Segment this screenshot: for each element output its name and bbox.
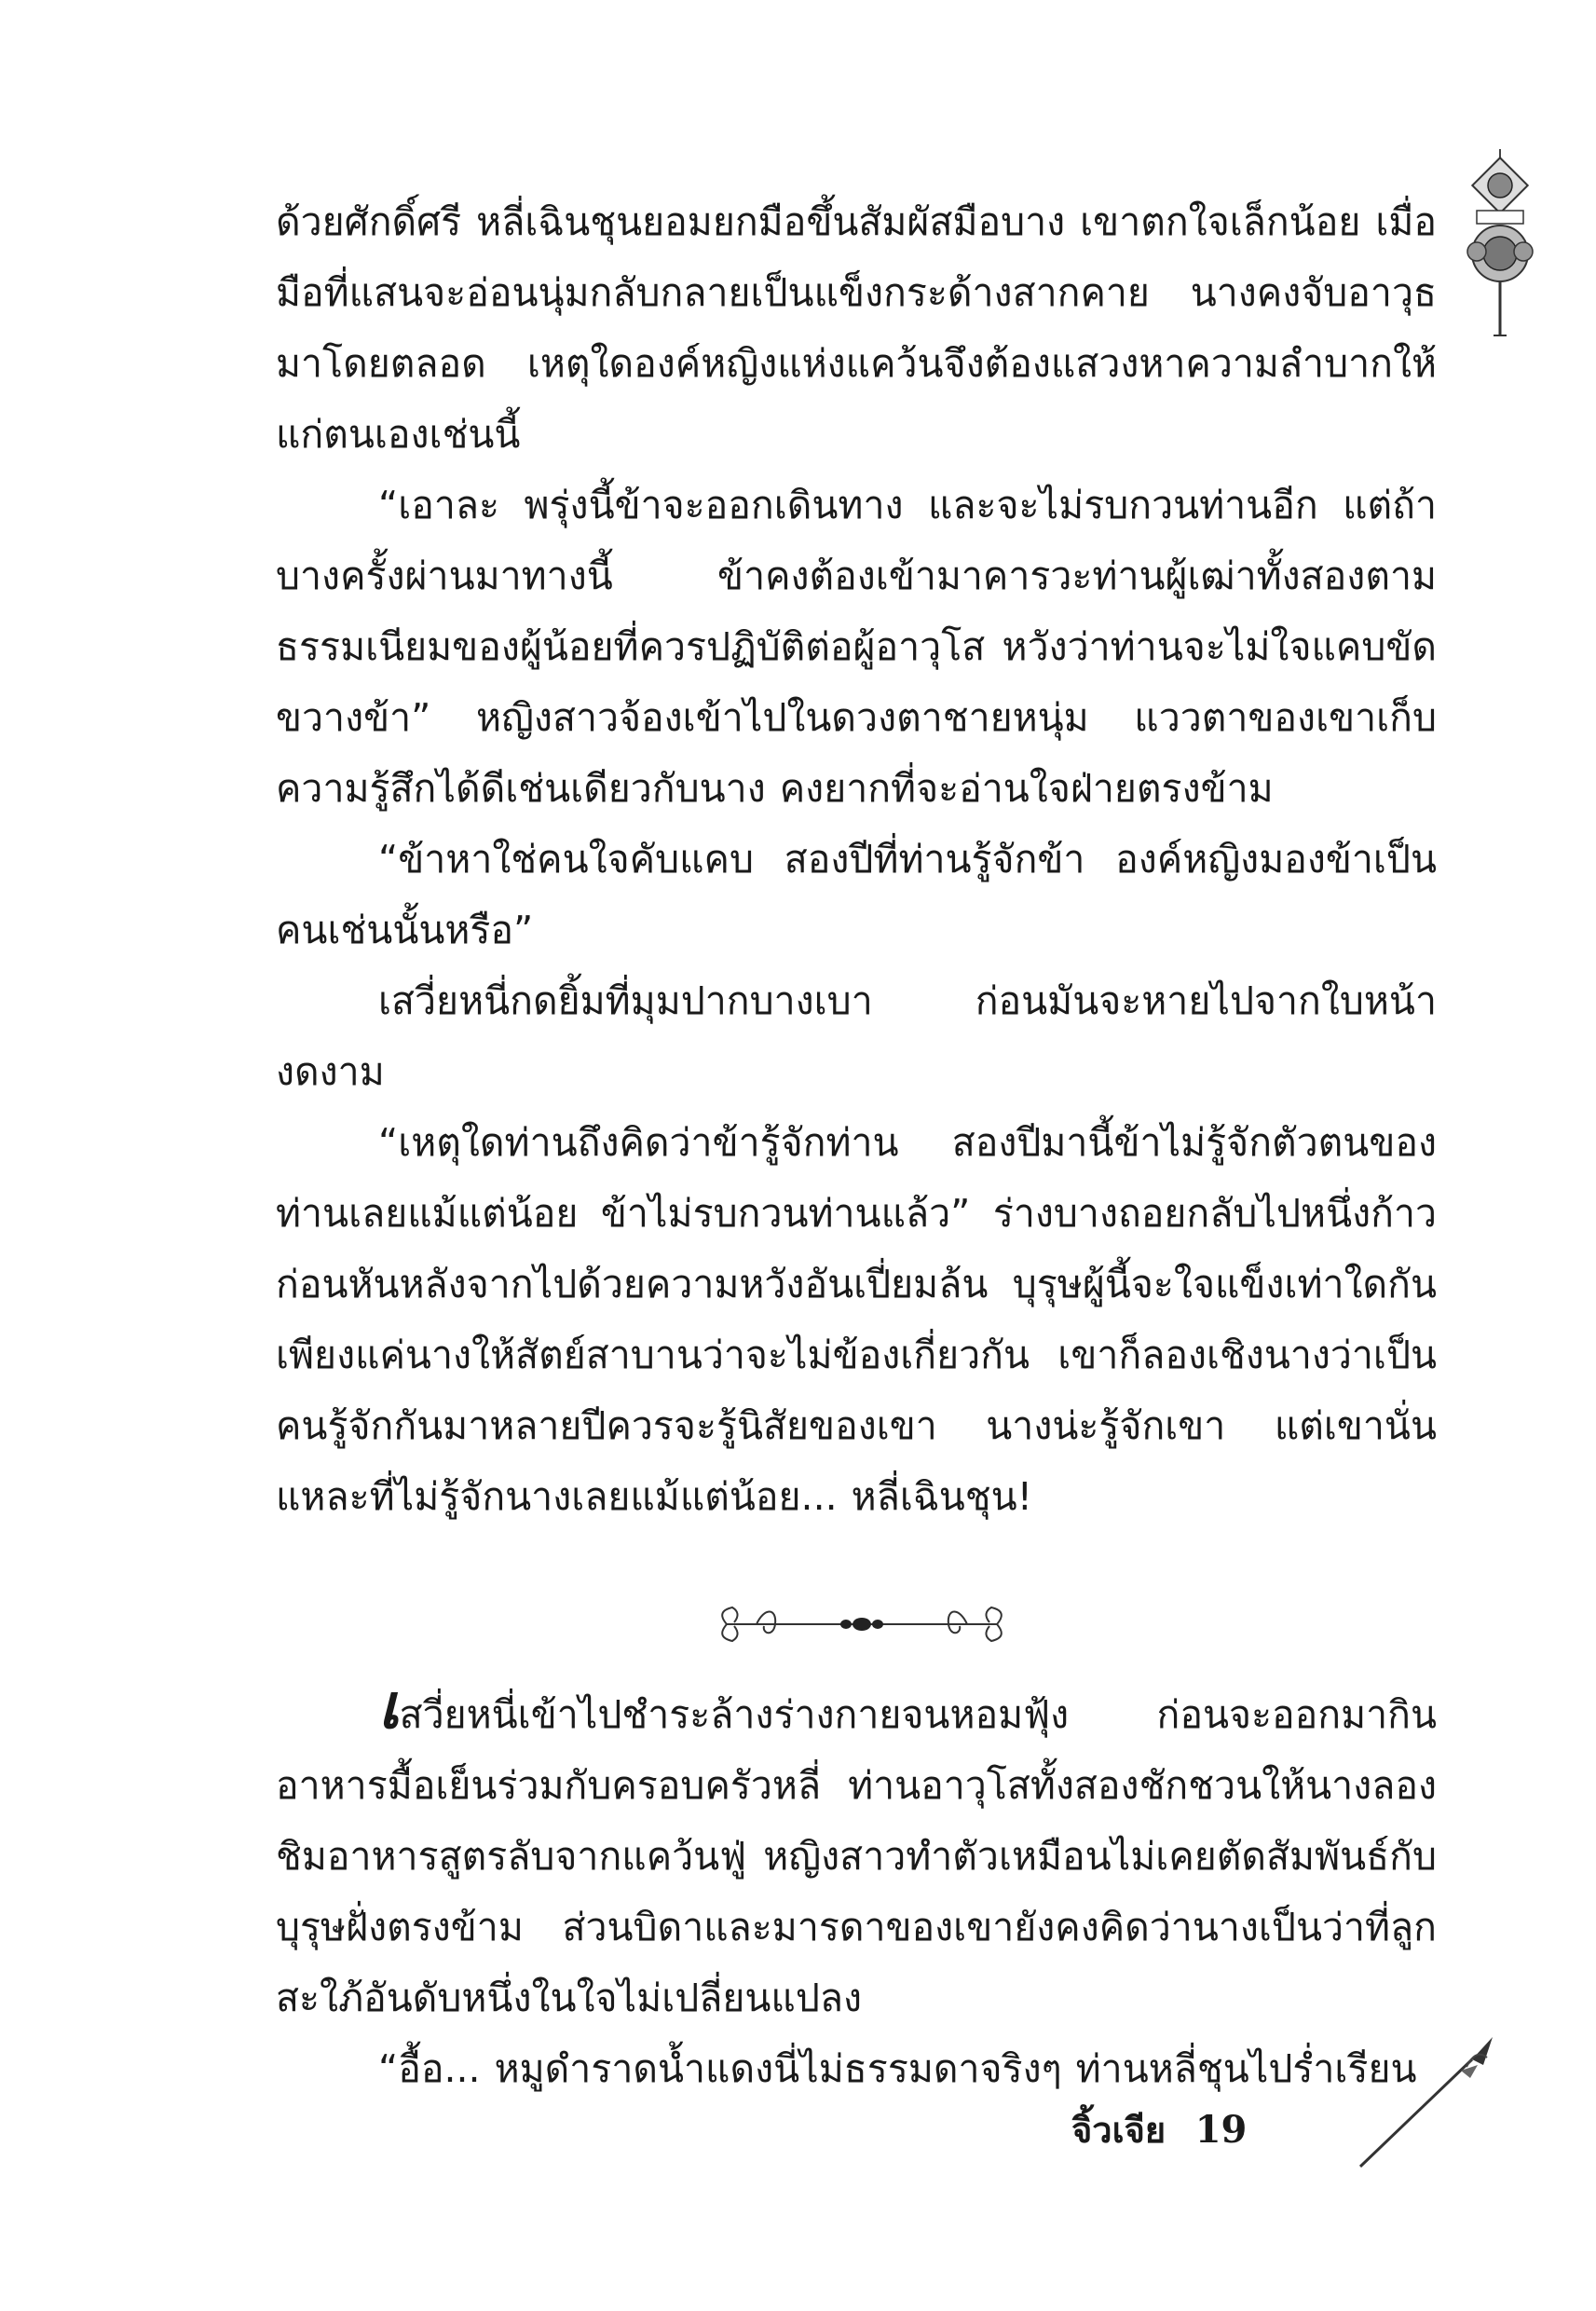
paragraph-last: “อื้อ... หมูดำราดน้ำแดงนี่ไม่ธรรมดาจริงๆ ท่านหลี่ชุนไปร่ำเรียน [378,2046,1417,2091]
scroll-divider-icon [708,1601,1016,1648]
body-text-bottom [276,1670,1437,2104]
page-number: 19 [1194,2108,1248,2152]
book-title: จิ้วเจีย [1071,2109,1166,2151]
paragraph-5: “เหตุใดท่านถึงคิดว่าข้ารู้จักท่าน สองปีมานี้ข้าไม่รู้จักตัวตนของท่านเลยแม้แต่น้อย ข้าไม่รบกวนท่านแล้ว” ร่างบางถอยกลับไปหนึ่งก้าวก่อนหันหลังจากไปด้วยความหวังอันเปี่ยมล้น บุรุษผู้นี้จะใจแข็งเท่าใดกันเพียงแค่นางให้สัตย์สาบานว่าจะไม่ข้องเกี่ยวกัน เขาก็ลองเชิงนางว่าเป็นคนรู้จักกันมาหลายปีควรจะรู้นิสัยของเขา นางน่ะรู้จักเขา แต่เขานั่นแหละที่ไม่รู้จักนางเลยแม้แต่น้อย... หลี่เฉินชุน! [276,1120,1437,1519]
dropcap-paragraph [276,1670,1437,2033]
spear-icon [1351,2031,1500,2171]
page-footer [1071,2101,1247,2167]
body-text-top [276,186,1437,1532]
paragraph-4: เสวี่ยหนี่กดยิ้มที่มุมปากบางเบา ก่อนมันจะหายไปจากใบหน้างดงาม [276,978,1437,1094]
paragraph-2: “เอาละ พรุ่งนี้ข้าจะออกเดินทาง และจะไม่รบกวนท่านอีก แต่ถ้าบางครั้งผ่านมาทางนี้ ข้าคงต้องเข้ามาคารวะท่านผู้เฒ่าทั้งสองตามธรรมเนียมของผู้น้อยที่ควรปฏิบัติต่อผู้อาวุโส หวังว่าท่านจะไม่ใจแคบขัดขวางข้า” หญิงสาวจ้องเข้าไปในดวงตาชายหนุ่ม แววตาของเขาเก็บความรู้สึกได้ดีเช่นเดียวกับนาง คงยากที่จะอ่านใจฝ่ายตรงข้าม [276,483,1437,811]
paragraph-1: ด้วยศักดิ์ศรี หลี่เฉินชุนยอมยกมือขึ้นสัมผัสมือบาง เขาตกใจเล็กน้อย เมื่อมือที่แสนจะอ่อนนุ่มกลับกลายเป็นแข็งกระด้างสากคาย นางคงจับอาวุธมาโดยตลอด เหตุใดองค์หญิงแห่งแคว้นจึงต้องแสวงหาความลำบากให้แก่ตนเองเช่นนี้ [276,199,1437,457]
paragraph-3: “ข้าหาใช่คนใจคับแคบ สองปีที่ท่านรู้จักข้า องค์หญิงมองข้าเป็นคนเช่นนั้นหรือ” [276,837,1437,952]
chinese-knot-ornament-icon [1458,149,1542,345]
dropcap-letter: เ [378,1670,400,1743]
dropcap-paragraph-text: สวี่ยหนี่เข้าไปชำระล้างร่างกายจนหอมฟุ้ง ก่อนจะออกมากินอาหารมื้อเย็นร่วมกับครอบครัวหลี่ ท่านอาวุโสทั้งสองชักชวนให้นางลองชิมอาหารสูตรลับจากแคว้นฟู่ หญิงสาวทำตัวเหมือนไม่เคยตัดสัมพันธ์กับบุรุษฝั่งตรงข้าม ส่วนบิดาและมารดาของเขายังคงคิดว่านางเป็นว่าที่ลูกสะใภ้อันดับหนึ่งในใจไม่เปลี่ยนแปลง [276,1692,1437,2020]
